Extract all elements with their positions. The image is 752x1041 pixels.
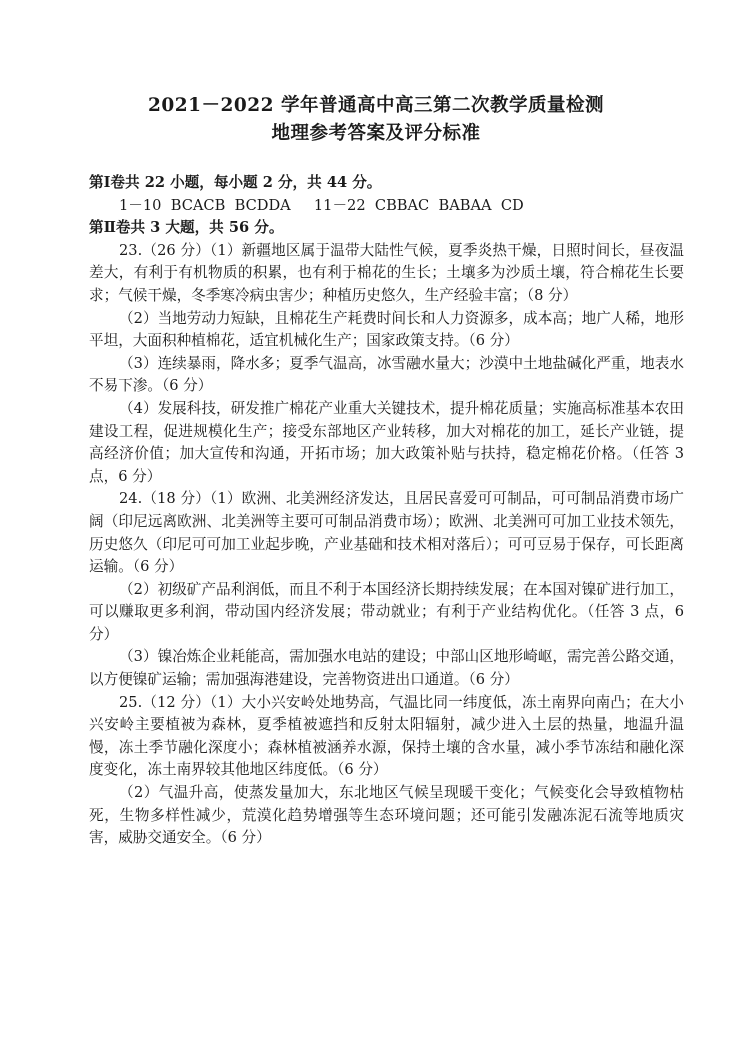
section1-heading: 第Ⅰ卷共 22 小题，每小题 2 分，共 44 分。 <box>89 174 382 191</box>
q24-part3: （3）镍冶炼企业耗能高，需加强水电站的建设；中部山区地形崎岖，需完善公路交通，以方便镍矿运输；需加强海港建设，完善物资进出口通道。（6 分） <box>89 648 684 689</box>
answer-content <box>89 172 684 850</box>
q23-part3: （3）连续暴雨，降水多；夏季气温高，冰雪融水量大；沙漠中土地盐碱化严重，地表水不易下渗。（6 分） <box>89 354 684 395</box>
section2-heading: 第Ⅱ卷共 3 大题，共 56 分。 <box>89 219 284 237</box>
q25-part1: 25.（12 分）（1）大小兴安岭处地势高，气温比同一纬度低，冻土南界向南凸；在大小兴安岭主要植被为森林，夏季植被遮挡和反射太阳辐射，减少进入土层的热量，地温升温慢，冻土季节融化深度小；森林植被涵养水源，保持土壤的含水量，减小季节冻结和融化深度变化，冻土南界较其他地区纬度低。（6 分） <box>89 693 684 779</box>
q23-part4: （4）发展科技，研发推广棉花产业重大关键技术，提升棉花质量；实施高标准基本农田建设工程，促进规模化生产；接受东部地区产业转移，加大对棉花的加工，延长产业链，提高经济价值；加大宣传和沟通，开拓市场；加大政策补贴与扶持，稳定棉花价格。（任答 3 点，6 分） <box>89 399 684 485</box>
q24-part1: 24.（18 分）（1）欧洲、北美洲经济发达，且居民喜爱可可制品，可可制品消费市场广阔（印尼远离欧洲、北美洲等主要可可制品消费市场）；欧洲、北美洲可可加工业技术领先，历史悠久（印尼可可加工业起步晚，产业基础和技术相对落后）；可可豆易于保存，可长距离运输。（6 分） <box>89 490 684 576</box>
q23-part1: 23.（26 分）（1）新疆地区属于温带大陆性气候，夏季炎热干燥，日照时间长，昼夜温差大，有利于有机物质的积累，也有利于棉花的生长；土壤多为沙质土壤，符合棉花生长要求；气候干燥，冬季寒冷病虫害少；种植历史悠久，生产经验丰富；（8 分） <box>89 241 684 304</box>
q23-part2: （2）当地劳动力短缺，且棉花生产耗费时间长和人力资源多，成本高；地广人稀，地形平坦，大面积种植棉花，适宜机械化生产；国家政策支持。（6 分） <box>89 309 684 350</box>
q24-part2: （2）初级矿产品利润低，而且不利于本国经济长期持续发展；在本国对镍矿进行加工，可以赚取更多利润，带动国内经济发展；带动就业；有利于产业结构优化。（任答 3 点，6 分） <box>89 580 684 643</box>
document-subtitle: 地理参考答案及评分标准 <box>271 123 481 144</box>
multiple-choice-answers: 1－10 BCACB BCDDA 11－22 CBBAC BABAA CD <box>119 196 524 214</box>
q25-part2: （2）气温升高，使蒸发量加大，东北地区气候呈现暖干变化；气候变化会导致植物枯死，生物多样性减少，荒漠化趋势增强等生态环境问题；还可能引发融冻泥石流等地质灾害，威胁交通安全。（6 分） <box>89 784 684 847</box>
document-title: 2021－2022 学年普通高中高三第二次教学质量检测 <box>148 95 604 116</box>
